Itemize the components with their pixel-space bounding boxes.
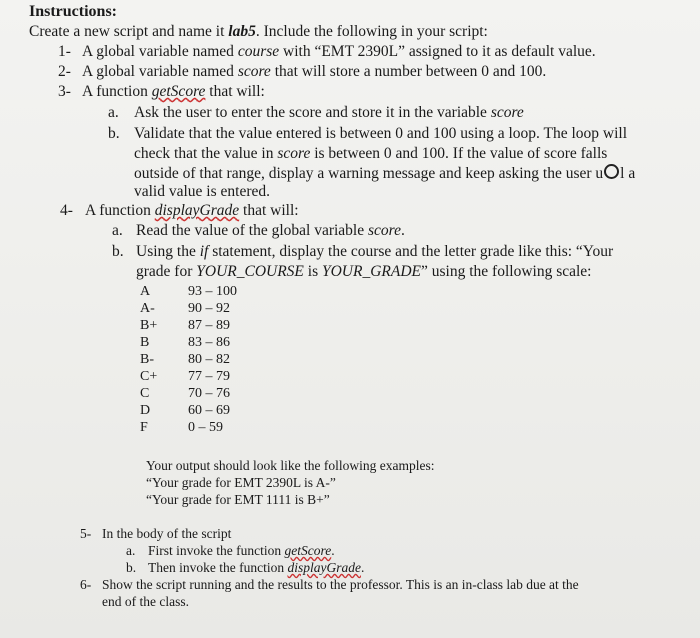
item-2-var: score [237,63,271,80]
item-4a-text [136,222,405,240]
item-4b-letter: b. [112,243,124,260]
item-3-pre: A function [82,83,152,100]
item-5a-pre: First invoke the function [148,543,285,558]
item-5a-letter: a. [126,543,136,558]
item-2-number: 2- [58,63,71,80]
intro-text-end: . Include the following in your script: [255,23,488,40]
item-5-text: In the body of the script [102,526,232,541]
item-1-number: 1- [58,43,71,60]
grade-range: 0 – 59 [188,420,223,435]
script-name: lab5 [228,23,256,40]
item-3b-line-4: valid value is entered. [134,183,271,200]
item-1-var: course [237,43,280,60]
item-3-post: that will: [205,83,265,100]
item-1-text [82,43,596,61]
item-3b-line-2 [134,145,607,163]
item-3-text [82,83,265,101]
cursor-circle-icon [604,164,619,179]
item-4a-post: . [400,222,405,239]
item-3b-line-2-pre: check that the value in [134,145,278,162]
item-5a-text [148,543,335,559]
intro-text: Create a new script and name it [29,23,229,40]
item-3b-line-1: Validate that the value entered is between 0 and 100 using a loop. The loop will [134,125,628,142]
item-4b-line-1-pre: Using the [136,243,200,260]
item-3b-line-3-pre: outside of that range, display a warning message and keep asking the user u [134,165,604,182]
item-4b-line-1 [136,243,613,261]
item-3b-line-3-post: l a [620,165,636,182]
example-1: “Your grade for EMT 2390L is A-” [146,475,336,490]
grade-letter: A [140,284,151,299]
grade-range: 93 – 100 [188,284,237,299]
item-5b-post: . [360,560,365,575]
item-4a-pre: Read the value of the global variable [136,222,368,239]
grade-scale [140,284,280,444]
item-4-text [85,202,299,220]
grade-range: 87 – 89 [188,318,230,333]
item-3b-line-2-var: score [277,145,311,162]
item-4-pre: A function [85,202,155,219]
item-4b-placeholder-grade: YOUR_GRADE [321,263,422,280]
item-3-func: getScore [151,83,206,100]
grade-range: 60 – 69 [188,403,230,418]
item-5b-func: displayGrade [287,560,361,575]
grade-letter: B+ [140,318,158,333]
item-6-number: 6- [80,577,92,592]
intro-line [29,23,488,41]
item-4a-var: score [367,222,401,239]
examples-intro: Your output should look like the following examples: [146,458,435,473]
grade-letter: A- [140,301,155,316]
item-4b-placeholder-course: YOUR_COURSE [196,263,304,280]
item-4b-line-2-mid: is [303,263,322,280]
heading: Instructions: [29,3,118,20]
item-5a-post: . [331,543,335,558]
item-4b-line-2 [136,263,591,281]
grade-range: 90 – 92 [188,301,230,316]
item-4-post: that will: [239,202,299,219]
item-4a-letter: a. [112,222,123,239]
item-1-pre: A global variable named [82,43,238,60]
item-3b-line-2-post: is between 0 and 100. If the value of score falls [310,145,608,162]
item-1-post: with “EMT 2390L” assigned to it as default value. [279,43,596,60]
item-3b-letter: b. [108,125,120,142]
item-5b-pre: Then invoke the function [148,560,288,575]
grade-range: 70 – 76 [188,386,230,401]
example-2: “Your grade for EMT 1111 is B+” [146,492,330,507]
item-3a-letter: a. [108,104,119,121]
grade-letter: F [140,420,148,435]
item-2-post: that will store a number between 0 and 100. [270,63,547,80]
item-4-func: displayGrade [154,202,240,219]
item-4b-line-1-post: statement, display the course and the letter grade like this: “Your [208,243,614,260]
grade-letter: C+ [140,369,158,384]
grade-range: 80 – 82 [188,352,230,367]
item-3a-text [134,104,524,122]
item-4b-keyword: if [199,243,209,260]
item-5-number: 5- [80,526,92,541]
item-3b-line-3 [134,164,635,183]
item-5b-text [148,560,364,576]
grade-letter: C [140,386,150,401]
grade-range: 77 – 79 [188,369,230,384]
item-3a-var: score [490,104,524,121]
item-5a-func: getScore [284,543,332,558]
item-6-line-2: end of the class. [102,594,189,609]
item-6-line-1: Show the script running and the results to the professor. This is an in-class lab due at the [102,577,579,592]
item-3a-pre: Ask the user to enter the score and store it in the variable [134,104,491,121]
item-2-text [82,63,546,81]
grade-letter: D [140,403,151,418]
item-4b-line-2-post: ” using the following scale: [421,263,592,280]
item-2-pre: A global variable named [82,63,238,80]
grade-letter: B [140,335,150,350]
grade-range: 83 – 86 [188,335,230,350]
grade-letter: B- [140,352,154,367]
item-4-number: 4- [60,202,73,219]
item-5b-letter: b. [126,560,137,575]
item-3-number: 3- [58,83,71,100]
item-4b-line-2-pre: grade for [136,263,197,280]
